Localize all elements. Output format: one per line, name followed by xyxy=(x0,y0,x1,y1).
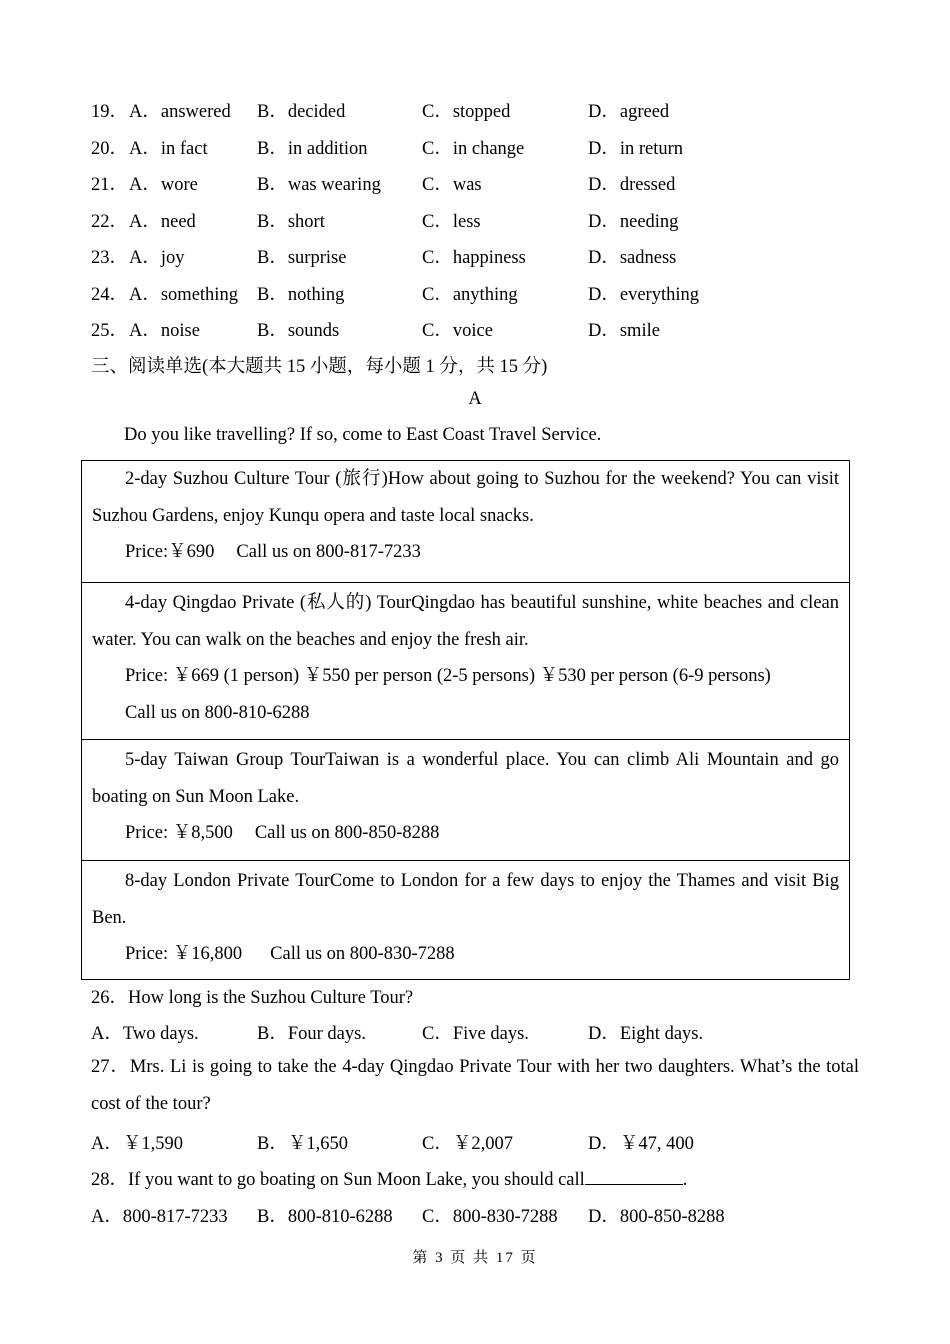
option-c: C．￥2,007 xyxy=(422,1134,513,1154)
question-number: 22． xyxy=(91,212,129,232)
question-number: 20． xyxy=(91,139,129,159)
tour-phone: Call us on 800-830-7288 xyxy=(270,944,455,964)
option-a: A．Two days. xyxy=(91,1024,199,1044)
question-21 xyxy=(91,170,871,194)
option-d: D．dressed xyxy=(588,175,676,195)
option-c: C．voice xyxy=(422,321,493,341)
question-26-options xyxy=(91,1019,871,1043)
option-d: D．sadness xyxy=(588,248,677,268)
tour-price: Price: ￥8,500 xyxy=(125,823,233,843)
tour-description: 5-day Taiwan Group TourTaiwan is a wonderful place. You can climb Ali Mountain and go boating on Sun Moon Lake. xyxy=(92,750,839,807)
tour-price: Price: ￥16,800 xyxy=(125,944,243,964)
question-number: 19． xyxy=(91,102,129,122)
option-c: C．Five days. xyxy=(422,1024,529,1044)
option-a: A．￥1,590 xyxy=(91,1134,183,1154)
question-20 xyxy=(91,134,871,158)
question-22 xyxy=(91,207,871,231)
option-a: A．800-817-7233 xyxy=(91,1207,228,1227)
answer-blank xyxy=(585,1167,683,1185)
option-b: B．￥1,650 xyxy=(257,1134,348,1154)
option-c: C．happiness xyxy=(422,248,526,268)
tour-price-line xyxy=(82,936,849,973)
option-c: C．less xyxy=(422,212,481,232)
tour-description: 4-day Qingdao Private (私人的) TourQingdao has beautiful sunshine, white beaches and clean water. You can walk on the beaches and enjoy the fresh air. xyxy=(92,593,839,650)
question-number: 25． xyxy=(91,321,129,341)
option-c: C．in change xyxy=(422,139,525,159)
question-number: 21． xyxy=(91,175,129,195)
option-a: A．answered xyxy=(129,102,231,122)
question-19 xyxy=(91,97,871,121)
option-d: D．everything xyxy=(588,285,699,305)
option-a: A．noise xyxy=(129,321,200,341)
tour-price-line xyxy=(82,815,849,852)
option-a: A．in fact xyxy=(129,139,208,159)
option-d: D．agreed xyxy=(588,102,670,122)
option-d: D．￥47, 400 xyxy=(588,1134,694,1154)
option-b: B．was wearing xyxy=(257,175,381,195)
tour-price: Price: ￥669 (1 person) ￥550 per person (2-5 persons) ￥530 per person (6-9 persons) xyxy=(125,666,771,686)
option-a: A．wore xyxy=(129,175,198,195)
question-28-period: . xyxy=(682,1170,688,1190)
option-b: B．nothing xyxy=(257,285,345,305)
passage-label: A xyxy=(468,389,482,409)
option-d: D．in return xyxy=(588,139,684,159)
tour-price: Price:￥690 xyxy=(125,542,215,562)
option-d: D．smile xyxy=(588,321,660,341)
option-b: B．surprise xyxy=(257,248,347,268)
passage-intro: Do you like travelling? If so, come to East Coast Travel Service. xyxy=(124,425,602,445)
option-b: B．sounds xyxy=(257,321,340,341)
question-23 xyxy=(91,243,871,267)
option-a: A．need xyxy=(129,212,196,232)
tour-ad-suzhou xyxy=(82,461,849,582)
option-a: A．joy xyxy=(129,248,185,268)
option-b: B．800-810-6288 xyxy=(257,1207,393,1227)
question-24 xyxy=(91,280,871,304)
option-b: B．short xyxy=(257,212,325,232)
option-b: B．Four days. xyxy=(257,1024,366,1044)
question-25 xyxy=(91,316,871,340)
tour-phone: Call us on 800-817-7233 xyxy=(236,542,421,562)
option-b: B．in addition xyxy=(257,139,368,159)
tour-description: 8-day London Private TourCome to London for a few days to enjoy the Thames and visit Big Ben. xyxy=(92,871,839,928)
question-27-options xyxy=(91,1129,871,1153)
question-26-stem: 26．How long is the Suzhou Culture Tour? xyxy=(91,988,414,1008)
tour-ad-table xyxy=(81,460,850,980)
option-c: C．800-830-7288 xyxy=(422,1207,558,1227)
option-c: C．stopped xyxy=(422,102,511,122)
option-c: C．was xyxy=(422,175,482,195)
page-footer: 第 3 页 共 17 页 xyxy=(412,1250,538,1266)
tour-phone: Call us on 800-850-8288 xyxy=(254,823,440,843)
tour-phone: Call us on 800-810-6288 xyxy=(125,702,310,723)
tour-ad-qingdao xyxy=(82,582,849,739)
question-28-options xyxy=(91,1202,871,1226)
option-d: D．800-850-8288 xyxy=(588,1207,725,1227)
question-number: 24． xyxy=(91,285,129,305)
section-title: 三、阅读单选(本大题共 15 小题，每小题 1 分，共 15 分) xyxy=(91,357,548,377)
tour-ad-taiwan xyxy=(82,739,849,860)
question-27-stem: 27．Mrs. Li is going to take the 4-day Qingdao Private Tour with her two daughters. What’s the total cost of the tour? xyxy=(91,1057,859,1114)
question-28-stem xyxy=(91,1165,687,1191)
question-28-text: 28．If you want to go boating on Sun Moon Lake, you should call xyxy=(91,1170,585,1190)
question-number: 23． xyxy=(91,248,129,268)
option-a: A．something xyxy=(129,285,238,305)
option-b: B．decided xyxy=(257,102,346,122)
tour-ad-london xyxy=(82,860,849,979)
tour-description: 2-day Suzhou Culture Tour (旅行)How about going to Suzhou for the weekend? You can visit Suzhou Gardens, enjoy Kunqu opera and taste local snacks. xyxy=(92,469,839,526)
tour-price-line xyxy=(82,534,849,571)
option-c: C．anything xyxy=(422,285,518,305)
option-d: D．needing xyxy=(588,212,679,232)
option-d: D．Eight days. xyxy=(588,1024,704,1044)
